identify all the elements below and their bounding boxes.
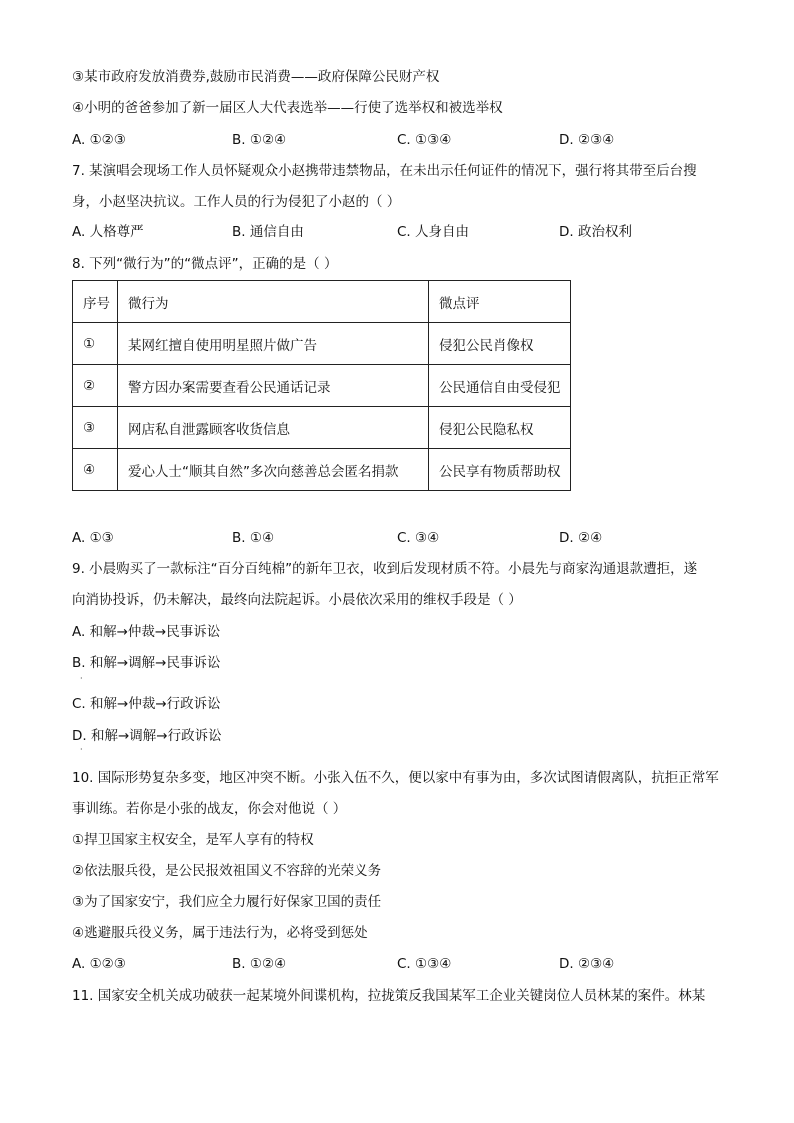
q9-option-c[interactable]: C. 和解→仲裁→行政诉讼 [72, 696, 221, 712]
stray-dot: · [80, 674, 83, 683]
q8-options [72, 528, 732, 548]
q10-statement-2: ②依法服兵役，是公民报效祖国义不容辞的光荣义务 [72, 863, 382, 879]
row-behavior: 网店私自泄露顾客收货信息 [118, 407, 429, 449]
question-7-stem: 7. 某演唱会现场工作人员怀疑观众小赵携带违禁物品，在未出示任何证件的情况下，强行将其带至后台搜 [72, 163, 697, 179]
table-row [73, 323, 571, 365]
header-index: 序号 [73, 281, 118, 323]
statement-3: ③某市政府发放消费券,鼓励市民消费——政府保障公民财产权 [72, 69, 440, 85]
question-10-stem: 10. 国际形势复杂多变，地区冲突不断。小张入伍不久，便以家中有事为由，多次试图请假离队，抗拒正常军 [72, 770, 719, 786]
row-comment: 公民享有物质帮助权 [429, 449, 571, 491]
table-row [73, 407, 571, 449]
option-d[interactable]: D. 政治权利 [559, 224, 632, 240]
q9-option-d[interactable]: D. 和解→调解→行政诉讼 [72, 728, 222, 744]
table-row [73, 365, 571, 407]
question-9-stem-cont: 向消协投诉，仍未解决，最终向法院起诉。小晨依次采用的维权手段是（ ） [72, 592, 522, 608]
question-11-stem: 11. 国家安全机关成功破获一起某境外间谍机构，拉拢策反我国某军工企业关键岗位人员林某的案件。林某 [72, 988, 706, 1004]
option-c[interactable]: C. ①③④ [397, 132, 452, 148]
option-b[interactable]: B. ①②④ [232, 956, 287, 972]
q10-statement-1: ①捍卫国家主权安全，是军人享有的特权 [72, 832, 314, 848]
option-a[interactable]: A. ①②③ [72, 132, 126, 148]
table-row [73, 449, 571, 491]
header-comment: 微点评 [429, 281, 571, 323]
question-10-stem-cont: 事训练。若你是小张的战友，你会对他说（ ） [72, 801, 347, 817]
statement-4: ④小明的爸爸参加了新一届区人大代表选举——行使了选举权和被选举权 [72, 100, 503, 116]
option-a[interactable]: A. ①③ [72, 530, 114, 546]
row-behavior: 某网红擅自使用明星照片做广告 [118, 323, 429, 365]
option-d[interactable]: D. ②③④ [559, 956, 615, 972]
row-index: ③ [73, 407, 118, 449]
row-behavior: 爱心人士“顺其自然”多次向慈善总会匿名捐款 [118, 449, 429, 491]
question-8-stem: 8. 下列“微行为”的“微点评”，正确的是（ ） [72, 256, 338, 272]
q10-statement-4: ④逃避服兵役义务，属于违法行为，必将受到惩处 [72, 925, 368, 941]
q9-option-a[interactable]: A. 和解→仲裁→民事诉讼 [72, 624, 221, 640]
question-7-stem-cont: 身，小赵坚决抗议。工作人员的行为侵犯了小赵的（ ） [72, 194, 401, 210]
option-d[interactable]: D. ②④ [559, 530, 603, 546]
q10-options [72, 954, 732, 974]
stray-dot: · [80, 745, 83, 754]
row-index: ① [73, 323, 118, 365]
row-comment: 公民通信自由受侵犯 [429, 365, 571, 407]
row-index: ④ [73, 449, 118, 491]
option-c[interactable]: C. ③④ [397, 530, 440, 546]
option-b[interactable]: B. ①④ [232, 530, 275, 546]
row-index: ② [73, 365, 118, 407]
q7-options [72, 222, 732, 242]
q10-statement-3: ③为了国家安宁，我们应全力履行好保家卫国的责任 [72, 894, 382, 910]
option-a[interactable]: A. ①②③ [72, 956, 126, 972]
option-b[interactable]: B. 通信自由 [232, 224, 304, 240]
row-comment: 侵犯公民肖像权 [429, 323, 571, 365]
header-behavior: 微行为 [118, 281, 429, 323]
option-d[interactable]: D. ②③④ [559, 132, 615, 148]
option-c[interactable]: C. ①③④ [397, 956, 452, 972]
option-c[interactable]: C. 人身自由 [397, 224, 470, 240]
table-header-row [73, 281, 571, 323]
option-a[interactable]: A. 人格尊严 [72, 224, 144, 240]
question-9-stem: 9. 小晨购买了一款标注“百分百纯棉”的新年卫衣，收到后发现材质不符。小晨先与商家沟通退款遭拒，遂 [72, 561, 698, 577]
row-behavior: 警方因办案需要查看公民通话记录 [118, 365, 429, 407]
row-comment: 侵犯公民隐私权 [429, 407, 571, 449]
q6-options [72, 130, 732, 150]
option-b[interactable]: B. ①②④ [232, 132, 287, 148]
q9-option-b[interactable]: B. 和解→调解→民事诉讼 [72, 655, 221, 671]
micro-behavior-table [72, 280, 571, 491]
